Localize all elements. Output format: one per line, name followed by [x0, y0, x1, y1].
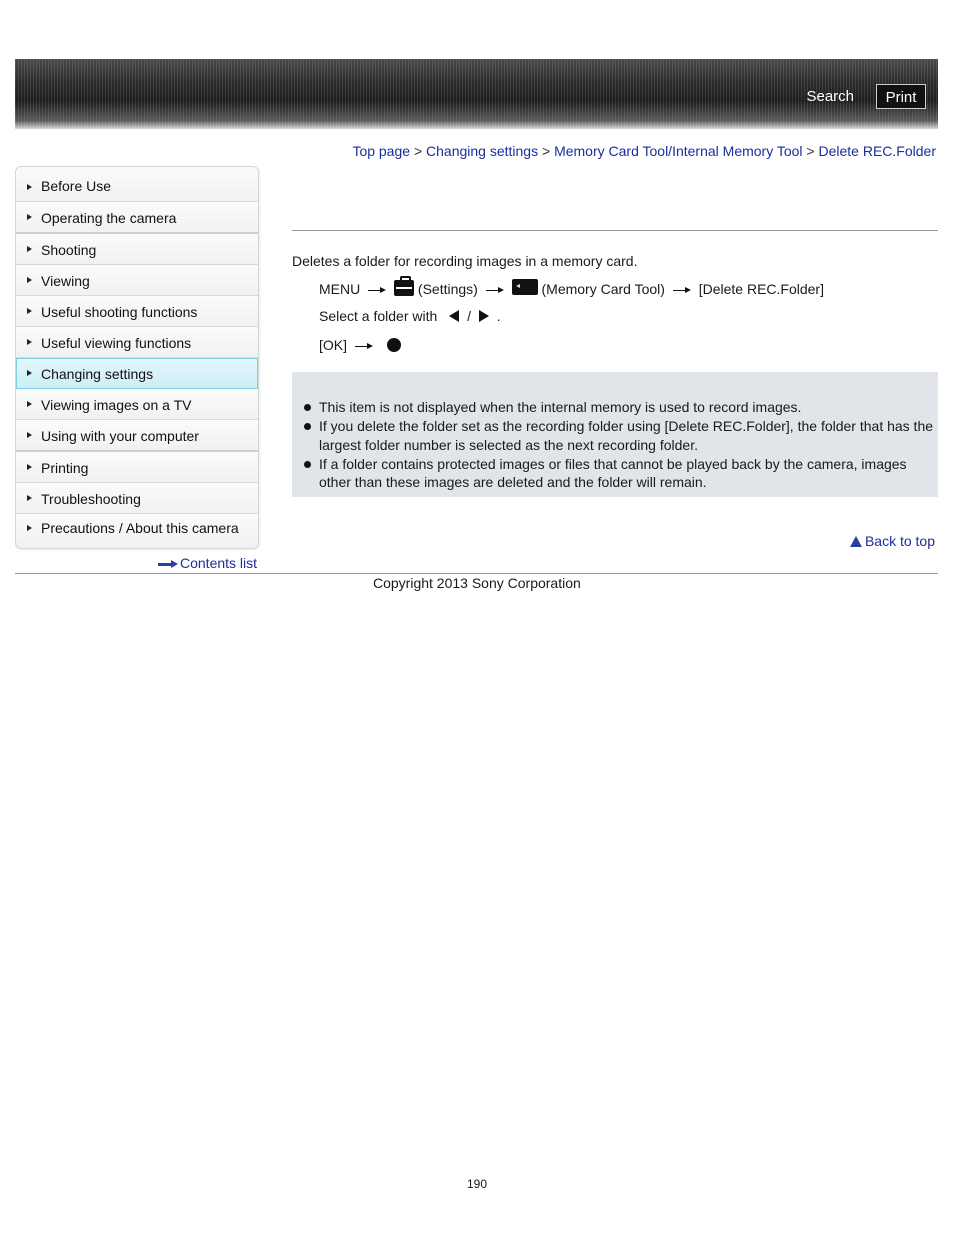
contents-list-label: Contents list: [180, 555, 258, 571]
breadcrumb-separator: >: [806, 143, 815, 159]
breadcrumb-changing-settings[interactable]: Changing settings: [426, 143, 539, 159]
back-to-top-label: Back to top: [864, 533, 935, 549]
notes-list: [319, 398, 936, 492]
arrow-right-icon: [158, 559, 178, 569]
breadcrumb-memory-card-tool[interactable]: Memory Card Tool/Internal Memory Tool: [554, 143, 803, 159]
breadcrumb-delete-rec-folder[interactable]: Delete REC.Folder: [818, 143, 936, 159]
sidebar-item-label: Changing settings: [41, 366, 154, 382]
sidebar-item-label: Viewing: [41, 273, 90, 289]
triangle-right-icon: [27, 308, 32, 314]
sidebar-item-changing-settings[interactable]: [16, 358, 258, 389]
sidebar-item-viewing-images-on-a-tv[interactable]: [16, 389, 258, 420]
triangle-right-icon: [27, 432, 32, 438]
settings-text: (Settings): [417, 281, 478, 297]
page-number: 190: [466, 1177, 488, 1191]
triangle-up-icon: [850, 536, 862, 547]
sidebar-item-operating-the-camera[interactable]: [16, 202, 258, 234]
sidebar-item-label: Precautions / About this camera: [41, 520, 239, 536]
sidebar-item-label: Shooting: [41, 242, 97, 258]
arrow-right-icon: [368, 286, 386, 294]
print-button[interactable]: Print: [876, 84, 926, 109]
triangle-right-icon: [27, 277, 32, 283]
triangle-right-icon: [27, 339, 32, 345]
delete-rec-folder-text: [Delete REC.Folder]: [698, 281, 824, 297]
period-text: .: [496, 308, 501, 324]
triangle-right-icon: [27, 464, 32, 470]
sidebar-item-troubleshooting[interactable]: [16, 483, 258, 514]
title-divider: [292, 230, 938, 231]
sidebar-item-shooting[interactable]: [16, 234, 258, 265]
breadcrumb: [352, 143, 936, 159]
step-3: [319, 337, 401, 353]
sidebar-item-precautions[interactable]: [16, 514, 258, 548]
triangle-right-icon: [27, 495, 32, 501]
arrow-right-icon: [355, 342, 373, 350]
note-item: If you delete the folder set as the recording folder using [Delete REC.Folder], the folder that has the largest folder number is selected as the next recording folder.: [319, 417, 936, 454]
slash-text: /: [467, 308, 471, 324]
note-item: This item is not displayed when the internal memory is used to record images.: [319, 398, 936, 417]
sidebar-item-label: Using with your computer: [41, 428, 199, 444]
memory-card-tool-icon: [512, 279, 538, 295]
sidebar-item-label: Before Use: [41, 178, 112, 194]
sidebar-item-before-use[interactable]: [16, 167, 258, 202]
triangle-right-icon: [479, 310, 489, 322]
search-link[interactable]: Search: [806, 88, 854, 105]
sidebar-item-label: Useful shooting functions: [41, 304, 198, 320]
notes-box: [292, 372, 938, 497]
footer-divider: [15, 573, 938, 574]
triangle-right-icon: [27, 214, 32, 220]
step-2: [319, 308, 501, 324]
sidebar-item-label: Viewing images on a TV: [41, 397, 192, 413]
sidebar-nav: [15, 166, 259, 549]
sidebar-item-useful-shooting-functions[interactable]: [16, 296, 258, 327]
copyright: Copyright 2013 Sony Corporation: [373, 575, 581, 591]
triangle-right-icon: [27, 370, 32, 376]
sidebar-item-label: Useful viewing functions: [41, 335, 192, 351]
note-item: If a folder contains protected images or files that cannot be played back by the camera, images other than these images are deleted and the folder will remain.: [319, 455, 936, 492]
triangle-left-icon: [449, 310, 459, 322]
center-button-icon: [387, 338, 401, 352]
sidebar-item-printing[interactable]: [16, 452, 258, 483]
page-description: Deletes a folder for recording images in a memory card.: [292, 253, 638, 269]
breadcrumb-separator: >: [413, 143, 423, 159]
sidebar-item-useful-viewing-functions[interactable]: [16, 327, 258, 358]
sidebar-item-label: Troubleshooting: [41, 491, 141, 507]
back-to-top-link[interactable]: [850, 533, 935, 549]
triangle-right-icon: [27, 246, 32, 252]
menu-text: MENU: [319, 281, 361, 297]
triangle-right-icon: [27, 525, 32, 531]
breadcrumb-separator: >: [541, 143, 551, 159]
select-folder-text: Select a folder with: [319, 308, 438, 324]
memory-card-tool-text: (Memory Card Tool): [541, 281, 665, 297]
sidebar-item-viewing[interactable]: [16, 265, 258, 296]
sidebar-item-label: Operating the camera: [41, 210, 177, 226]
step-1: [319, 279, 824, 297]
arrow-right-icon: [673, 286, 691, 294]
triangle-right-icon: [27, 401, 32, 407]
ok-text: [OK]: [319, 337, 348, 353]
header-bar: [15, 59, 938, 129]
breadcrumb-top-page[interactable]: Top page: [352, 143, 411, 159]
settings-toolbox-icon: [394, 280, 414, 296]
sidebar-item-using-with-your-computer[interactable]: [16, 420, 258, 452]
contents-list-link[interactable]: [158, 555, 257, 571]
arrow-right-icon: [486, 286, 504, 294]
sidebar-item-label: Printing: [41, 460, 89, 476]
triangle-right-icon: [27, 184, 32, 190]
